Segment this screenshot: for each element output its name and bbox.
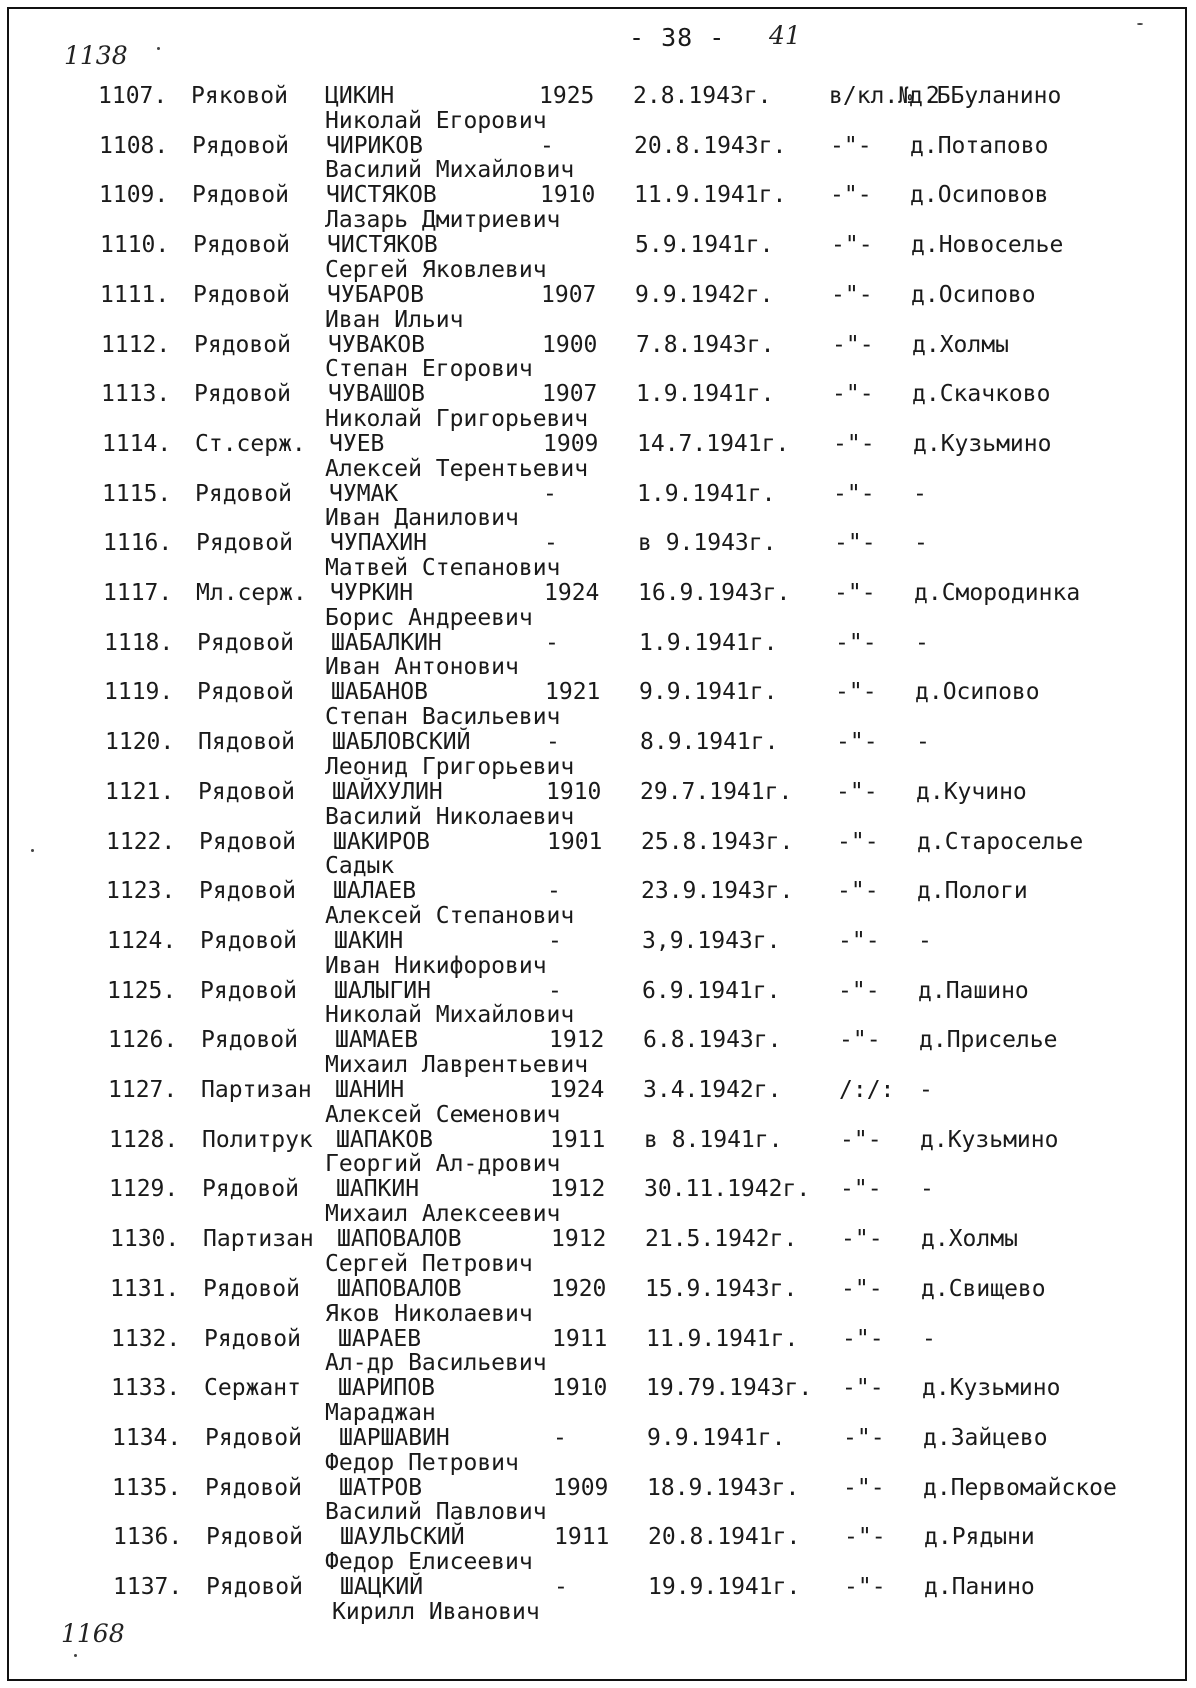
given-name: Алексей Семенович [325, 1101, 561, 1128]
death-date: 15.9.1943г. [645, 1275, 798, 1302]
table-row [9, 107, 1187, 161]
military-rank: Рядовой [199, 878, 296, 905]
status-mark: -"- [840, 1126, 882, 1153]
surname: ЧИСТЯКОВ [327, 232, 438, 259]
death-date: 6.9.1941г. [642, 977, 781, 1004]
record-number: 1109. [99, 182, 169, 209]
record-number: 1135. [112, 1474, 182, 1501]
page-number: - 38 - [629, 23, 726, 52]
record-number: 1137. [113, 1574, 183, 1600]
place-name: д.Кузьмино [920, 1126, 1059, 1153]
death-date: в 8.1941г. [644, 1126, 783, 1153]
surname: ШАНИН [335, 1077, 405, 1103]
surname: ШАРШАВИН [339, 1424, 450, 1451]
status-mark: -"- [834, 580, 876, 606]
surname: ШАЙХУЛИН [332, 778, 443, 805]
death-date: 1.9.1941г. [636, 381, 775, 408]
death-date: 23.9.1943г. [641, 878, 794, 905]
status-mark: -"- [832, 381, 874, 408]
record-number: 1122. [106, 828, 176, 855]
surname: ЦИКИН [325, 83, 395, 109]
birth-year: - [547, 878, 561, 905]
record-number: 1124. [107, 927, 177, 954]
speck [1137, 23, 1143, 25]
record-number: 1110. [100, 232, 170, 259]
given-name: Яков Николаевич [325, 1300, 533, 1327]
place-name: д.Свищево [921, 1275, 1046, 1302]
table-row [9, 356, 1187, 409]
status-mark: -"- [833, 430, 875, 457]
military-rank: Рядовой [192, 132, 289, 159]
given-name: Степан Егорович [325, 356, 533, 383]
place-name: - [919, 1077, 933, 1103]
place-name: д.Осипово [911, 281, 1036, 308]
surname: ЧУЕВ [329, 430, 385, 457]
place-name: д.Осиповов [910, 182, 1049, 209]
place-name: д.Скачково [912, 381, 1051, 408]
record-number: 1108. [99, 132, 169, 159]
birth-year: 1911 [550, 1126, 606, 1153]
surname: ШАМАЕВ [335, 1027, 419, 1054]
status-mark: -"- [833, 480, 875, 507]
record-number: 1120. [105, 729, 175, 756]
death-date: 20.8.1941г. [648, 1524, 801, 1551]
birth-year: 1900 [542, 331, 598, 358]
corner-number-right: 41 [769, 21, 801, 50]
table-row [9, 1549, 1187, 1602]
table-row [9, 902, 1187, 956]
birth-year: - [553, 1424, 567, 1451]
surname: ШАПОВАЛОВ [337, 1226, 462, 1253]
death-date: 8.9.1941г. [640, 729, 779, 756]
death-date: 11.9.1941г. [646, 1325, 799, 1352]
birth-year: 1921 [545, 679, 601, 706]
given-name: Василий Павлович [325, 1499, 547, 1526]
given-name: Степан Васильевич [325, 704, 561, 731]
military-rank: Рядовой [206, 1524, 303, 1551]
status-mark: -"- [844, 1574, 886, 1600]
death-date: 9.9.1941г. [639, 679, 778, 706]
military-rank: Партизан [201, 1077, 312, 1103]
table-row [9, 1201, 1187, 1254]
military-rank: Рядовой [203, 1275, 300, 1302]
table-row [9, 1052, 1187, 1105]
speck [157, 47, 160, 50]
death-date: 29.7.1941г. [640, 778, 793, 805]
surname: ШАБАЛКИН [331, 629, 442, 656]
death-date: 20.8.1943г. [634, 132, 787, 159]
record-number: 1125. [107, 977, 177, 1004]
place-name: д.Староселье [917, 828, 1084, 855]
record-number: 1115. [102, 480, 172, 507]
table-row [9, 753, 1187, 807]
death-date: 7.8.1943г. [636, 331, 775, 358]
surname: ЧУВАКОВ [328, 331, 425, 358]
place-name: д.Пологи [917, 878, 1028, 905]
death-date: 3.4.1942г. [643, 1077, 782, 1103]
military-rank: Рядовой [194, 331, 291, 358]
military-rank: Сержант [204, 1375, 301, 1402]
surname: ШАПОВАЛОВ [337, 1275, 462, 1302]
given-name: Сергей Яковлевич [325, 256, 547, 283]
birth-year: 1909 [553, 1474, 609, 1501]
surname: ШАЛАЕВ [333, 878, 417, 905]
death-date: 5.9.1941г. [635, 232, 774, 259]
table-row [9, 1002, 1187, 1055]
surname: ЧУБАРОВ [327, 281, 424, 308]
record-number: 1117. [103, 580, 173, 606]
given-name: Николай Григорьевич [325, 405, 589, 432]
surname: ЧУПАХИН [330, 530, 427, 557]
surname: ШАБЛОВСКИЙ [332, 729, 471, 756]
death-date: 14.7.1941г. [637, 430, 790, 457]
document-page [7, 7, 1187, 1681]
given-name: Мараджан [325, 1399, 436, 1426]
military-rank: Рядовой [196, 530, 293, 557]
given-name: Федор Петрович [325, 1449, 519, 1476]
given-name: Алексей Степанович [325, 902, 575, 929]
table-row [9, 654, 1187, 707]
record-number: 1113. [101, 381, 171, 408]
record-number: 1134. [112, 1424, 182, 1451]
status-mark: -"- [841, 1226, 883, 1253]
record-number: 1136. [113, 1524, 183, 1551]
given-name: Георгий Ал-дрович [325, 1151, 561, 1178]
place-name: - [913, 480, 927, 507]
record-number: 1129. [109, 1176, 179, 1203]
given-name: Иван Данилович [325, 505, 519, 532]
birth-year: 1901 [547, 828, 603, 855]
military-rank: Рядовой [193, 281, 290, 308]
surname: ШАРИПОВ [338, 1375, 435, 1402]
surname: ШАКИРОВ [333, 828, 430, 855]
given-name: Ал-др Васильевич [325, 1350, 547, 1377]
military-rank: Рядовой [197, 679, 294, 706]
table-row [9, 256, 1187, 310]
death-date: 19.79.1943г. [646, 1375, 813, 1402]
death-date: 18.9.1943г. [647, 1474, 800, 1501]
surname: ЧУМАК [329, 480, 399, 507]
table-row [9, 1250, 1187, 1304]
surname: ШАТРОВ [339, 1474, 423, 1501]
given-name: Иван Никифорович [325, 952, 547, 979]
status-mark: -"- [842, 1375, 884, 1402]
place-name: - [914, 530, 928, 557]
record-number: 1130. [110, 1226, 180, 1253]
given-name: Федор Елисеевич [325, 1549, 533, 1575]
place-name: д.Новоселье [911, 232, 1064, 259]
table-row [9, 455, 1187, 509]
given-name: Василий Николаевич [325, 803, 575, 830]
table-row [9, 505, 1187, 558]
status-mark: -"- [843, 1424, 885, 1451]
table-row [9, 207, 1187, 260]
table-row [9, 853, 1187, 906]
place-name: д.Смородинка [914, 580, 1081, 606]
death-date: 21.5.1942г. [645, 1226, 798, 1253]
death-date: 1.9.1941г. [637, 480, 776, 507]
military-rank: Политрук [202, 1126, 313, 1153]
given-name: Иван Антонович [325, 654, 519, 681]
record-number: 1132. [111, 1325, 181, 1352]
surname: ШАЦКИЙ [340, 1574, 424, 1600]
surname: ЧИРИКОВ [326, 132, 423, 159]
record-number: 1114. [102, 430, 172, 457]
given-name: Николай Михайлович [325, 1002, 575, 1029]
military-rank: Рядовой [194, 381, 291, 408]
table-row [9, 952, 1187, 1006]
record-number: 1111. [100, 281, 170, 308]
place-name: - [922, 1325, 936, 1352]
given-name: Василий Михайлович [325, 157, 575, 184]
given-name: Михаил Лаврентьевич [325, 1052, 589, 1078]
place-name: д.Кузьмино [913, 430, 1052, 457]
military-rank: Рядовой [205, 1424, 302, 1451]
military-rank: Рядовой [205, 1474, 302, 1501]
status-mark: -"- [839, 1027, 881, 1054]
military-rank: Рядовой [200, 977, 297, 1004]
given-name: Леонид Григорьевич [325, 753, 575, 780]
death-date: 3,9.1943г. [642, 927, 781, 954]
place-name: д.Пашино [918, 977, 1029, 1004]
tail-given-name: Кирилл Иванович [332, 1598, 540, 1625]
status-mark: -"- [831, 232, 873, 259]
place-name: д.Рядыни [924, 1524, 1035, 1551]
status-mark: -"- [835, 679, 877, 706]
military-rank: Рядовой [199, 828, 296, 855]
status-mark: -"- [841, 1275, 883, 1302]
status-mark: -"- [835, 629, 877, 656]
military-rank: Рядовой [200, 927, 297, 954]
place-name: - [916, 729, 930, 756]
birth-year: - [544, 530, 558, 557]
death-date: 1.9.1941г. [639, 629, 778, 656]
status-mark: -"- [840, 1176, 882, 1203]
birth-year: 1924 [544, 580, 600, 606]
record-number: 1131. [110, 1275, 180, 1302]
birth-year: 1907 [542, 381, 598, 408]
military-rank: Рядовой [202, 1176, 299, 1203]
military-rank: Рядовой [204, 1325, 301, 1352]
status-mark: -"- [837, 878, 879, 905]
status-mark: -"- [842, 1325, 884, 1352]
death-date: 16.9.1943г. [638, 580, 791, 606]
surname: ШАЛЫГИН [334, 977, 431, 1004]
military-rank: Рядовой [192, 182, 289, 209]
death-date: 2.8.1943г. [633, 83, 772, 109]
surname: ШАРАЕВ [338, 1325, 422, 1352]
military-rank: Рядовой [201, 1027, 298, 1054]
record-number: 1119. [104, 679, 174, 706]
table-row [9, 1399, 1187, 1453]
military-rank: Ряковой [191, 83, 288, 109]
record-number: 1107. [98, 83, 168, 109]
military-rank: Рядовой [195, 480, 292, 507]
record-number: 1133. [111, 1375, 181, 1402]
status-mark: /:/: [839, 1077, 895, 1103]
table-row [9, 61, 1187, 111]
corner-number-bottom: 1168 [61, 1619, 125, 1648]
military-rank: Рядовой [206, 1574, 303, 1600]
status-mark: в/кл.№ 2 [829, 83, 940, 109]
birth-year: 1907 [541, 281, 597, 308]
place-name: д.Первомайское [923, 1474, 1117, 1501]
place-name: д.Холмы [921, 1226, 1018, 1253]
place-name: д.Панино [924, 1574, 1035, 1600]
surname: ШАУЛЬСКИЙ [340, 1524, 465, 1551]
military-rank: Пядовой [198, 729, 295, 756]
place-name: д.Осипово [915, 679, 1040, 706]
record-number: 1127. [108, 1077, 178, 1103]
place-name: д.Кучино [916, 778, 1027, 805]
birth-year: - [540, 132, 554, 159]
table-row [9, 555, 1187, 608]
given-name: Алексей Терентьевич [325, 455, 589, 482]
record-number: 1112. [101, 331, 171, 358]
death-date: 9.9.1942г. [635, 281, 774, 308]
status-mark: -"- [837, 828, 879, 855]
military-rank: Ст.серж. [195, 430, 306, 457]
birth-year: 1924 [549, 1077, 605, 1103]
speck [74, 1654, 77, 1657]
birth-year: 1911 [554, 1524, 610, 1551]
status-mark: -"- [830, 132, 872, 159]
birth-year: - [545, 629, 559, 656]
given-name: Матвей Степанович [325, 555, 561, 581]
table-row [9, 1499, 1187, 1552]
place-name: д.ББуланино [909, 83, 1062, 109]
birth-year: 1925 [539, 83, 595, 109]
surname: ШАПКИН [336, 1176, 420, 1203]
surname: ЧУВАШОВ [328, 381, 425, 408]
place-name: д.Приселье [919, 1027, 1058, 1054]
place-name: д.Потапово [910, 132, 1049, 159]
status-mark: -"- [838, 977, 880, 1004]
status-mark: -"- [838, 927, 880, 954]
record-number: 1126. [108, 1027, 178, 1054]
death-date: в 9.1943г. [638, 530, 777, 557]
military-rank: Рядовой [197, 629, 294, 656]
table-row [9, 306, 1187, 360]
record-number: 1128. [109, 1126, 179, 1153]
place-name: - [918, 927, 932, 954]
military-rank: Рядовой [193, 232, 290, 259]
birth-year: - [548, 977, 562, 1004]
place-name: - [920, 1176, 934, 1203]
birth-year: 1912 [549, 1027, 605, 1054]
given-name: Николай Егорович [325, 107, 547, 134]
military-rank: Рядовой [198, 778, 295, 805]
surname: ЧИСТЯКОВ [326, 182, 437, 209]
place-name: д.Кузьмино [922, 1375, 1061, 1402]
table-row [9, 157, 1187, 210]
table-row [9, 704, 1187, 757]
death-date: 9.9.1941г. [647, 1424, 786, 1451]
birth-year: - [543, 480, 557, 507]
table-row [9, 1449, 1187, 1503]
death-date: 19.9.1941г. [648, 1574, 801, 1600]
death-date: 6.8.1943г. [643, 1027, 782, 1054]
place-name: д.Холмы [912, 331, 1009, 358]
status-mark: -"- [830, 182, 872, 209]
status-mark: -"- [832, 331, 874, 358]
table-row [9, 1300, 1187, 1354]
surname: ШАПАКОВ [336, 1126, 433, 1153]
table-row [9, 604, 1187, 658]
given-name: Садык [325, 853, 395, 880]
status-mark: -"- [836, 729, 878, 756]
death-date: 30.11.1942г. [644, 1176, 811, 1203]
death-date: 11.9.1941г. [634, 182, 787, 209]
record-number: 1118. [104, 629, 174, 656]
military-rank: Партизан [203, 1226, 314, 1253]
birth-year: 1909 [543, 430, 599, 457]
record-number: 1123. [106, 878, 176, 905]
birth-year: 1911 [552, 1325, 608, 1352]
birth-year: - [546, 729, 560, 756]
place-name: д.Зайцево [923, 1424, 1048, 1451]
table-row [9, 1350, 1187, 1403]
table-row [9, 1101, 1187, 1155]
place-name: - [915, 629, 929, 656]
status-mark: -"- [834, 530, 876, 557]
birth-year: 1920 [551, 1275, 607, 1302]
birth-year: 1910 [540, 182, 596, 209]
surname: ЧУРКИН [330, 580, 414, 606]
military-rank: Мл.серж. [196, 580, 307, 606]
given-name: Лазарь Дмитриевич [325, 207, 561, 234]
corner-number-left: 1138 [64, 41, 128, 70]
birth-year: 1912 [551, 1226, 607, 1253]
given-name: Борис Андреевич [325, 604, 533, 631]
table-row [9, 405, 1187, 459]
given-name: Иван Ильич [325, 306, 464, 333]
given-name: Сергей Петрович [325, 1250, 533, 1277]
status-mark: -"- [831, 281, 873, 308]
surname: ШАБАНОВ [331, 679, 428, 706]
birth-year: 1910 [552, 1375, 608, 1402]
given-name: Михаил Алексеевич [325, 1201, 561, 1228]
surname: ШАКИН [334, 927, 404, 954]
record-number: 1121. [105, 778, 175, 805]
status-mark: -"- [843, 1474, 885, 1501]
table-row [9, 803, 1187, 857]
birth-year: - [548, 927, 562, 954]
record-number: 1116. [103, 530, 173, 557]
table-row [9, 1151, 1187, 1204]
status-mark: -"- [844, 1524, 886, 1551]
birth-year: - [554, 1574, 568, 1600]
birth-year: 1910 [546, 778, 602, 805]
birth-year: 1912 [550, 1176, 606, 1203]
death-date: 25.8.1943г. [641, 828, 794, 855]
status-mark: -"- [836, 778, 878, 805]
